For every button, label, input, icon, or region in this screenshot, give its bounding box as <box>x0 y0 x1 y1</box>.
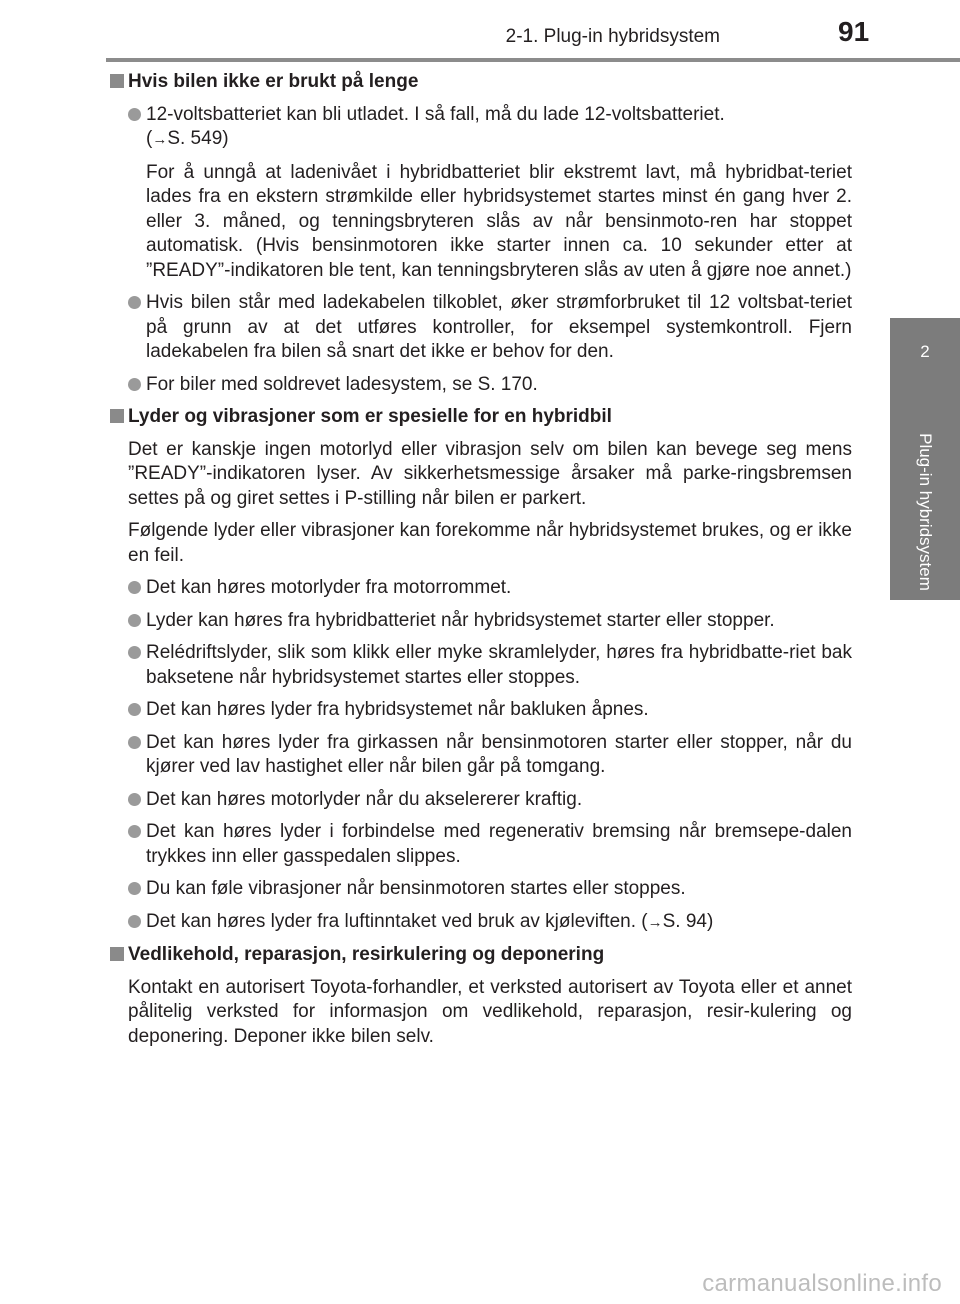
paragraph: Kontakt en autorisert Toyota-forhandler, et verksted autorisert av Toyota eller et annet pålitelig verksted for informasjon om vedlikehold, reparasjon, resir-kulering og deponering. Deponer ikke bilen selv. <box>128 976 852 1047</box>
list-item: Det kan høres lyder fra luftinntaket ved bruk av kjøleviften. (→S. 94) <box>110 910 852 936</box>
header-section-title: 2-1. Plug-in hybridsystem <box>505 26 720 47</box>
round-bullet-icon <box>128 703 141 716</box>
square-bullet-icon <box>110 409 124 423</box>
list-item: Hvis bilen står med ladekabelen tilkoblet, øker strømforbruket til 12 voltsbat-teriet på grunn av at det utføres kontroller, for eksempel systemkontroll. Fjern ladekabelen fra bilen så snart det ikke er behov for den. <box>110 291 852 365</box>
page-number: 91 <box>838 16 870 47</box>
list-item: For biler med soldrevet ladesystem, se S. 170. <box>110 373 852 398</box>
round-bullet-icon <box>128 825 141 838</box>
list-item: Det kan høres lyder fra hybridsystemet når bakluken åpnes. <box>110 698 852 723</box>
arrow-right-icon: → <box>152 131 168 148</box>
bullet-note: For å unngå at ladenivået i hybridbatteriet blir ekstremt lavt, må hybridbat-teriet lades fra en ekstern strømkilde eller hybridsystemet startes minst én gang hver 2. eller 3. måned, og tenningsbryteren slås av når bensinmoto-ren har stoppet automatisk. (Hvis bensinmotoren ikke starter innen ca. 10 sekunder etter at ”READY”-indikatoren ble tent, kan tenningsbryteren slås av uten å gjøre noe annet.) <box>146 161 852 281</box>
round-bullet-icon <box>128 614 141 627</box>
list-item: 12-voltsbatteriet kan bli utladet. I så fall, må du lade 12-voltsbatteriet. (→S. 549) For å unngå at ladenivået i hybridbatteriet blir ekstremt lavt, må hybridbat-teriet lades fra en ekstern strømkilde eller hybridsystemet startes minst én gang hver 2. eller 3. måned, og tenningsbryteren slås av når bensinmoto-ren har stoppet automatisk. (Hvis bensinmotoren ikke starter innen ca. 10 sekunder etter at ”READY”-indikatoren ble tent, kan tenningsbryteren slås av uten å gjøre noe annet.) <box>110 103 852 284</box>
list-item: Det kan høres motorlyder fra motorrommet. <box>110 576 852 601</box>
list-item: Relédriftslyder, slik som klikk eller myke skramlelyder, høres fra hybridbatte-riet bak baksetene når hybridsystemet startes eller stoppes. <box>110 641 852 690</box>
round-bullet-icon <box>128 793 141 806</box>
page-reference[interactable]: S. 549 <box>167 128 223 149</box>
list-item: Det kan høres lyder fra girkassen når bensinmotoren starter eller stopper, når du kjører ved lav hastighet eller når bilen går på tomgang. <box>110 731 852 780</box>
header-rule <box>106 58 960 62</box>
section-heading: Lyder og vibrasjoner som er spesielle for en hybridbil <box>110 405 852 430</box>
round-bullet-icon <box>128 646 141 659</box>
square-bullet-icon <box>110 947 124 961</box>
chapter-label: Plug-in hybridsystem <box>916 433 935 591</box>
round-bullet-icon <box>128 108 141 121</box>
round-bullet-icon <box>128 296 141 309</box>
paragraph: Det er kanskje ingen motorlyd eller vibrasjon selv om bilen kan bevege seg mens ”READY”-indikatoren lyser. Av sikkerhetsmessige årsaker må parke-ringsbremsen settes på og giret settes i P-stilling når bilen er parkert. <box>128 438 852 509</box>
round-bullet-icon <box>128 581 141 594</box>
round-bullet-icon <box>128 378 141 391</box>
section-heading: Vedlikehold, reparasjon, resirkulering og deponering <box>110 943 852 968</box>
paragraph: Følgende lyder eller vibrasjoner kan forekomme når hybridsystemet brukes, og er ikke en feil. <box>128 520 852 566</box>
page-content <box>110 70 852 1057</box>
chapter-side-tab <box>890 318 960 600</box>
round-bullet-icon <box>128 882 141 895</box>
list-item: Det kan høres lyder i forbindelse med regenerativ bremsing når bremsepe-dalen trykkes inn eller gasspedalen slippes. <box>110 820 852 869</box>
section-heading: Hvis bilen ikke er brukt på lenge <box>110 70 852 95</box>
round-bullet-icon <box>128 915 141 928</box>
square-bullet-icon <box>110 74 124 88</box>
arrow-right-icon: → <box>647 913 663 931</box>
list-item: Lyder kan høres fra hybridbatteriet når hybridsystemet starter eller stopper. <box>110 609 852 634</box>
round-bullet-icon <box>128 736 141 749</box>
watermark: carmanualsonline.info <box>702 1270 942 1297</box>
page-reference[interactable]: S. 94 <box>662 910 707 932</box>
chapter-number: 2 <box>920 342 930 361</box>
list-item: Du kan føle vibrasjoner når bensinmotoren startes eller stoppes. <box>110 877 852 902</box>
list-item: Det kan høres motorlyder når du akselererer kraftig. <box>110 788 852 813</box>
